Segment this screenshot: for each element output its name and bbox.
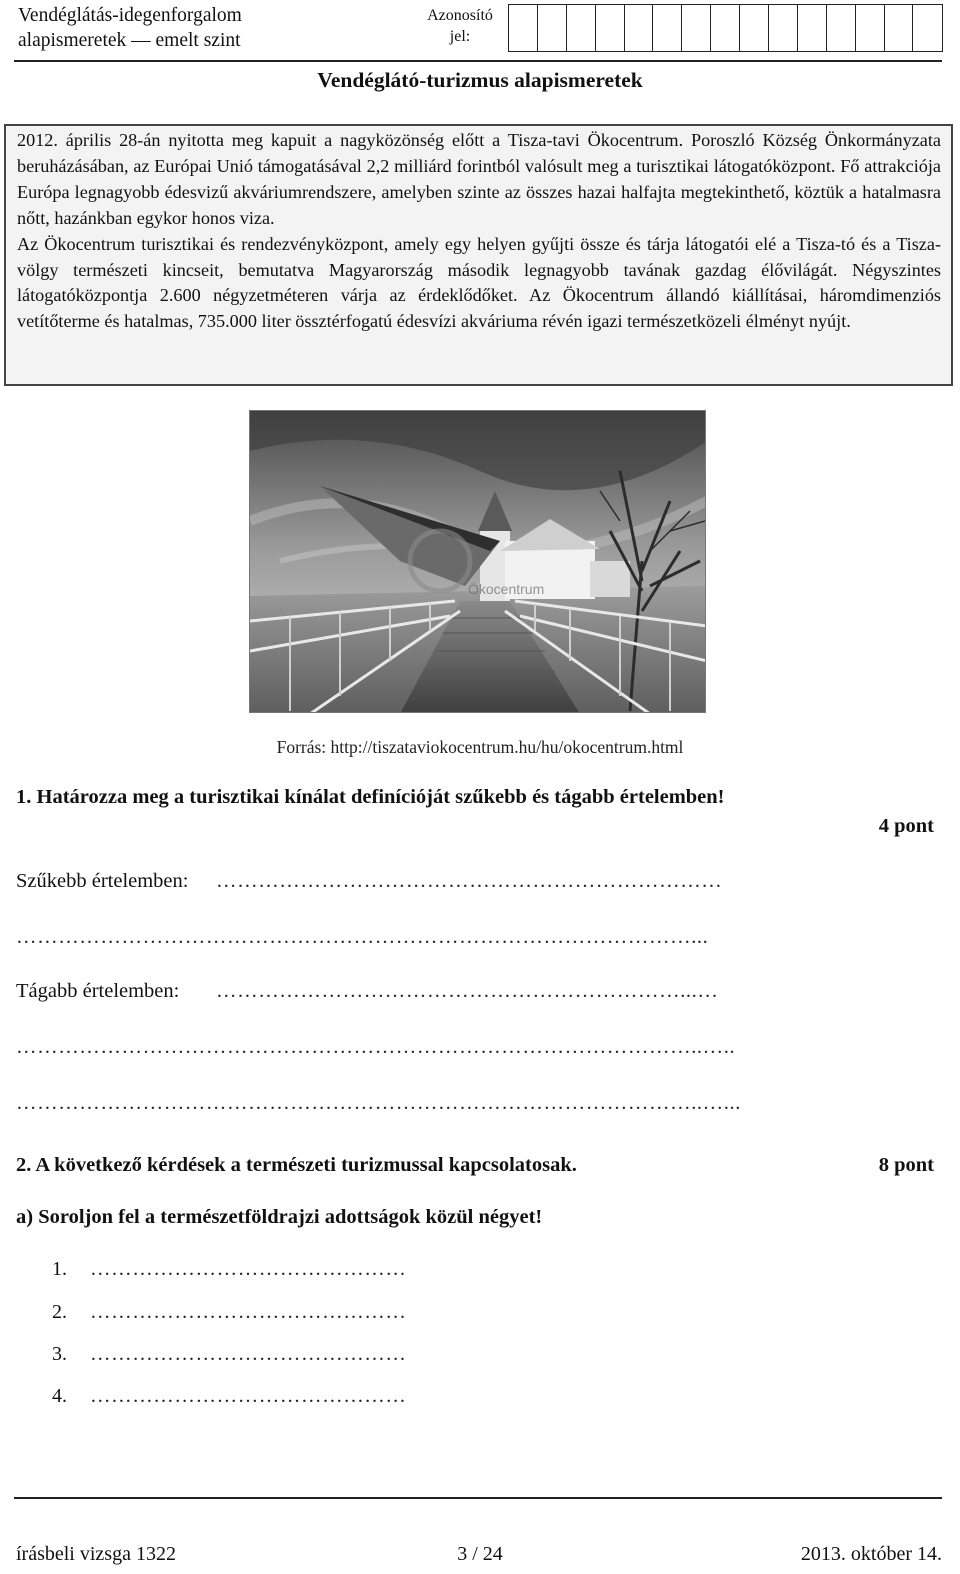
answer-item-line[interactable]: ……………………………………… [90,1385,407,1407]
id-box[interactable] [798,5,827,51]
narrow-definition-answer-line-2[interactable]: ……………………………………………………………………………………... [16,926,709,948]
id-box[interactable] [885,5,914,51]
footer-divider [14,1497,942,1499]
broad-definition-answer-line-3[interactable]: ……………………………………………………………………………………..…... [16,1092,741,1114]
id-box[interactable] [913,5,942,51]
id-box[interactable] [827,5,856,51]
id-label-line1: Azonosító [427,7,493,24]
footer-date: 2013. október 14. [800,1543,942,1565]
footer-page-number: 3 / 24 [457,1543,503,1565]
section-title: Vendéglátó-turizmus alapismeretek [317,68,643,92]
id-label [418,5,502,47]
answer-item-number: 1. [52,1258,67,1280]
exam-subject [18,3,242,53]
id-box[interactable] [856,5,885,51]
answer-item-line[interactable]: ……………………………………… [90,1258,407,1280]
question-2a-title: a) Soroljon fel a természetföldrajzi adottságok közül négyet! [16,1206,543,1228]
id-box[interactable] [625,5,654,51]
answer-item-number: 4. [52,1385,67,1407]
exam-subject-line1: Vendéglátás-idegenforgalom [18,5,242,26]
id-label-line2: jel: [449,28,471,45]
id-box[interactable] [538,5,567,51]
id-box[interactable] [740,5,769,51]
exam-subject-line2: alapismeretek — emelt szint [18,30,241,51]
id-code-boxes[interactable] [508,4,943,52]
intro-text-box [4,124,953,386]
answer-item-number: 3. [52,1343,67,1365]
id-box[interactable] [711,5,740,51]
footer-exam-code: írásbeli vizsga 1322 [16,1543,176,1565]
broad-definition-answer-line-1[interactable]: …………………………………………………………...… [216,980,719,1002]
broad-definition-label: Tágabb értelemben: [16,980,180,1002]
id-box[interactable] [682,5,711,51]
ecocentre-photo [249,410,706,713]
id-box[interactable] [769,5,798,51]
id-box[interactable] [596,5,625,51]
question-1-title: 1. Határozza meg a turisztikai kínálat definícióját szűkebb és tágabb értelemben! [16,786,725,808]
header-divider [14,60,942,62]
intro-paragraph-1: 2012. április 28-án nyitotta meg kapuit a nagyközönség előtt a Tisza-tavi Ökocentrum. Poroszló Község Önkormányzata beruházásában, az Európai Unió támogatásával 2,2 milliárd forintból valósult meg a turisztikai látogatóközpont. Fő attrakciója Európa legnagyobb édesvizű akváriumrendszere, amelyben szinte az összes hazai halfajta megtekinthető, köztük a hatalmasra nőtt, hazánkban egykor honos viza. [17,130,941,228]
intro-paragraph-2: Az Ökocentrum turisztikai és rendezvényközpont, amely egy helyen gyűjti össze és tárja látogatói elé a Tisza-tó és a Tisza-völgy természeti kincseit, bemutatva Magyarország második legnagyobb tavának gazdag élővilágát. Négyszintes látogatóközpontja 2.600 négyzetméteren várja az érdeklődőket. Az Ökocentrum állandó kiállításai, háromdimenziós vetítőterme és hatalmas, 735.000 liter össztérfogatú édesvízi akváriuma révén igazi természetközeli élményt nyújt. [17,233,941,332]
answer-item-number: 2. [52,1301,67,1323]
answer-item-line[interactable]: ……………………………………… [90,1301,407,1323]
question-2-points: 8 pont [878,1154,934,1176]
narrow-definition-answer-line-1[interactable]: ……………………………………………………………… [216,870,723,892]
question-2-title: 2. A következő kérdések a természeti turizmussal kapcsolatosak. [16,1154,577,1176]
answer-item-line[interactable]: ……………………………………… [90,1343,407,1365]
image-source-caption: Forrás: http://tiszataviokocentrum.hu/hu/okocentrum.html [276,737,684,757]
broad-definition-answer-line-2[interactable]: ……………………………………………………………………………………..….. [16,1036,736,1058]
narrow-definition-label: Szűkebb értelemben: [16,870,189,892]
id-box[interactable] [567,5,596,51]
logo-watermark: Ökocentrum [468,581,545,597]
id-box[interactable] [653,5,682,51]
id-box[interactable] [509,5,538,51]
question-1-points: 4 pont [878,815,934,837]
